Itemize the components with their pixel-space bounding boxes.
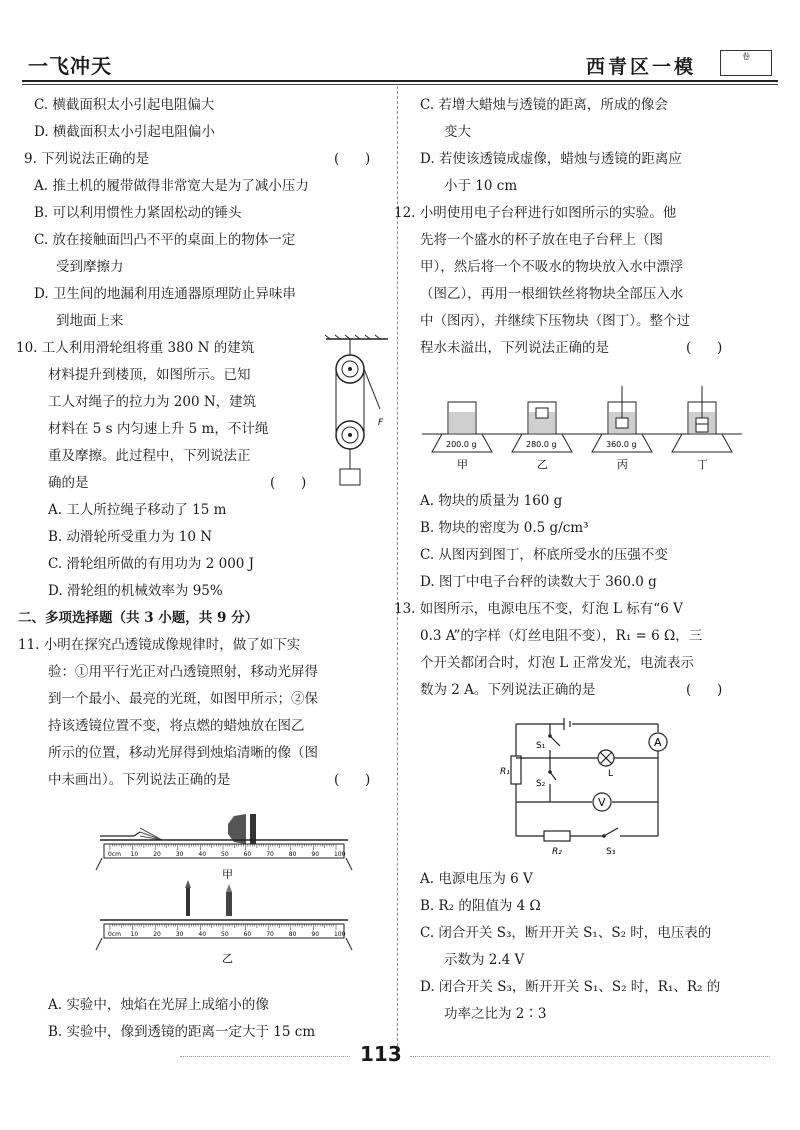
right-line: C. 闭合开关 S₃，断开开关 S₁、S₂ 时，电压表的 [420, 925, 712, 941]
ruler-tick-label: 40 [198, 851, 207, 858]
scale-setup [422, 402, 502, 471]
left-line: C. 放在接触面凹凸不平的桌面上的物体一定 [34, 232, 296, 248]
scale-setup [502, 402, 582, 471]
right-line: D. 闭合开关 S₃，断开开关 S₁、S₂ 时，R₁、R₂ 的 [420, 979, 721, 995]
ruler-ticks-b [108, 924, 346, 938]
right-line: 程水未溢出，下列说法正确的是 [420, 340, 609, 356]
page-number: 113 [360, 1042, 402, 1066]
left-line: C. 横截面积太小引起电阻偏大 [34, 97, 215, 113]
right-line: C. 若增大蜡烛与透镜的距离，所成的像会 [420, 97, 668, 113]
right-line: 先将一个盛水的杯子放在电子台秤上（图 [420, 232, 663, 248]
left-line: D. 滑轮组的机械效率为 95% [48, 583, 223, 599]
scale-caption: 甲 [457, 458, 468, 471]
footer-rule-left [180, 1056, 350, 1057]
scale-caption: 乙 [537, 458, 548, 471]
footer-rule-right [410, 1056, 770, 1057]
left-line: 到一个最小、最亮的光斑，如图甲所示；②保 [48, 691, 318, 707]
book-series-title: 一飞冲天 [28, 54, 112, 78]
header-rule [22, 80, 778, 82]
scale-caption: 丁 [697, 458, 708, 471]
answer-bracket: ( ) [270, 475, 307, 491]
label-V: V [598, 796, 606, 809]
caption-yi: 乙 [222, 952, 233, 965]
right-line: 功率之比为 2∶3 [444, 1006, 547, 1022]
ruler-tick-label: 40 [198, 931, 207, 938]
left-line: B. 动滑轮所受重力为 10 N [48, 529, 213, 545]
scale-shape [672, 434, 732, 452]
left-line: 重及摩擦。此过程中，下列说法正 [48, 448, 251, 464]
left-line: 材料在 5 s 内匀速上升 5 m，不计绳 [48, 421, 269, 437]
ruler-tick-label: 50 [221, 931, 229, 938]
header-rule-thin [22, 84, 778, 85]
ruler-tick-label: 100 [334, 931, 346, 938]
right-line: 0.3 A”的字样（灯丝电阻不变），R₁ = 6 Ω，三 [420, 628, 703, 644]
bench-b [96, 880, 352, 965]
exam-title: 西青区一模 [586, 56, 697, 78]
left-line: D. 卫生间的地漏利用连通器原理防止异味串 [34, 286, 296, 302]
right-line: 13. 如图所示，电源电压不变，灯泡 L 标有“6 V [394, 601, 683, 617]
scale-figure [428, 380, 738, 480]
left-line: A. 工人所拉绳子移动了 15 m [48, 502, 227, 518]
label-R2: R₂ [552, 847, 562, 857]
optical-bench-figure [100, 800, 350, 980]
ruler-tick-label: 60 [243, 931, 252, 938]
right-line: C. 从图丙到图丁，杯底所受水的压强不变 [420, 547, 668, 563]
ruler-tick-label: 50 [221, 851, 229, 858]
ruler-tick-label: 70 [266, 851, 274, 858]
left-line: C. 滑轮组所做的有用功为 2 000 J [48, 556, 255, 572]
ruler-tick-label: 20 [153, 931, 161, 938]
pulley-figure [322, 335, 392, 495]
scale-setup [582, 386, 662, 471]
scale-setup [662, 386, 742, 471]
scale-reading: 360.0 g [606, 440, 637, 449]
label-L: L [608, 769, 614, 779]
label-S2: S₂ [536, 779, 546, 789]
left-line: 到地面上来 [56, 313, 124, 329]
right-line: B. 物块的密度为 0.5 g/cm³ [420, 520, 589, 536]
left-line: 确的是 [48, 475, 89, 491]
left-line: 9. 下列说法正确的是 [24, 151, 150, 167]
left-line: 二、多项选择题（共 3 小题，共 9 分） [18, 610, 259, 626]
left-line: D. 横截面积太小引起电阻偏小 [34, 124, 215, 140]
ruler-tick-label: 0cm [108, 931, 121, 938]
label-S3: S₃ [606, 847, 616, 857]
right-line: 中（图丙），并继续下压物块（图丁）。整个过 [420, 313, 690, 329]
scale-shape [449, 412, 475, 433]
logo-text: 卷 [742, 52, 750, 61]
right-line: B. R₂ 的阻值为 4 Ω [420, 898, 541, 914]
left-line: 受到摩擦力 [56, 259, 124, 275]
answer-bracket: ( ) [686, 340, 723, 356]
right-line: D. 图丁中电子台秤的读数大于 360.0 g [420, 574, 657, 590]
label-R1: R₁ [500, 767, 510, 777]
ruler-ticks-a [108, 844, 346, 858]
force-label: F [378, 418, 384, 428]
ruler-tick-label: 100 [334, 851, 346, 858]
label-S1: S₁ [536, 741, 546, 751]
ruler-tick-label: 20 [153, 851, 161, 858]
ruler-tick-label: 30 [175, 851, 184, 858]
right-line: 甲），然后将一个不吸水的物块放入水中漂浮 [420, 259, 684, 275]
circuit-figure [500, 714, 678, 864]
left-line: 中未画出）。下列说法正确的是 [48, 772, 231, 788]
ruler-tick-label: 0cm [108, 851, 121, 858]
right-line: 12. 小明使用电子台秤进行如图所示的实验。他 [394, 205, 677, 221]
ruler-tick-label: 10 [130, 931, 139, 938]
column-divider [397, 86, 398, 1046]
left-line: 验：①用平行光正对凸透镜照射，移动光屏得 [48, 664, 318, 680]
left-line: 所示的位置，移动光屏得到烛焰清晰的像（图 [48, 745, 318, 761]
answer-bracket: ( ) [334, 772, 371, 788]
label-A: A [654, 736, 662, 749]
left-line: A. 实验中，烛焰在光屏上成缩小的像 [48, 997, 269, 1013]
right-line: （图乙），再用一根细铁丝将物块全部压入水 [420, 286, 684, 302]
ruler-tick-label: 80 [288, 851, 297, 858]
ruler-tick-label: 90 [311, 851, 320, 858]
answer-bracket: ( ) [334, 151, 371, 167]
ruler-tick-label: 30 [175, 931, 184, 938]
left-line: 10. 工人利用滑轮组将重 380 N 的建筑 [16, 340, 255, 356]
right-line: D. 若使该透镜成虚像，蜡烛与透镜的距离应 [420, 151, 682, 167]
right-line: 变大 [444, 124, 471, 140]
caption-jia: 甲 [222, 868, 233, 881]
logo-badge [720, 50, 772, 76]
ruler-tick-label: 60 [243, 851, 252, 858]
left-line: B. 可以利用惯性力紧固松动的锤头 [34, 205, 242, 221]
right-line: 个开关都闭合时，灯泡 L 正常发光，电流表示 [420, 655, 695, 671]
scale-reading: 280.0 g [526, 440, 557, 449]
right-line: 小于 10 cm [444, 178, 518, 194]
right-line: 数为 2 A。下列说法正确的是 [420, 682, 596, 698]
left-line: 持该透镜位置不变，将点燃的蜡烛放在图乙 [48, 718, 305, 734]
ruler-tick-label: 70 [266, 931, 274, 938]
scale-caption: 丙 [617, 458, 628, 471]
ruler-tick-label: 80 [288, 931, 297, 938]
scale-shape [616, 418, 628, 428]
left-line: 材料提升到楼顶，如图所示。已知 [48, 367, 251, 383]
ruler-tick-label: 10 [130, 851, 139, 858]
left-line: 11. 小明在探究凸透镜成像规律时，做了如下实 [18, 637, 301, 653]
scale-shape [696, 424, 708, 432]
left-line: A. 推土机的履带做得非常宽大是为了减小压力 [34, 178, 309, 194]
right-line: A. 电源电压为 6 V [420, 871, 533, 887]
right-line: A. 物块的质量为 160 g [420, 493, 563, 509]
scale-reading: 200.0 g [446, 440, 477, 449]
scale-shape [536, 408, 548, 418]
left-line: B. 实验中，像到透镜的距离一定大于 15 cm [48, 1024, 316, 1040]
bench-a [96, 814, 352, 881]
answer-bracket: ( ) [686, 682, 723, 698]
left-line: 工人对绳子的拉力为 200 N，建筑 [48, 394, 257, 410]
ruler-tick-label: 90 [311, 931, 320, 938]
right-line: 示数为 2.4 V [444, 952, 525, 968]
